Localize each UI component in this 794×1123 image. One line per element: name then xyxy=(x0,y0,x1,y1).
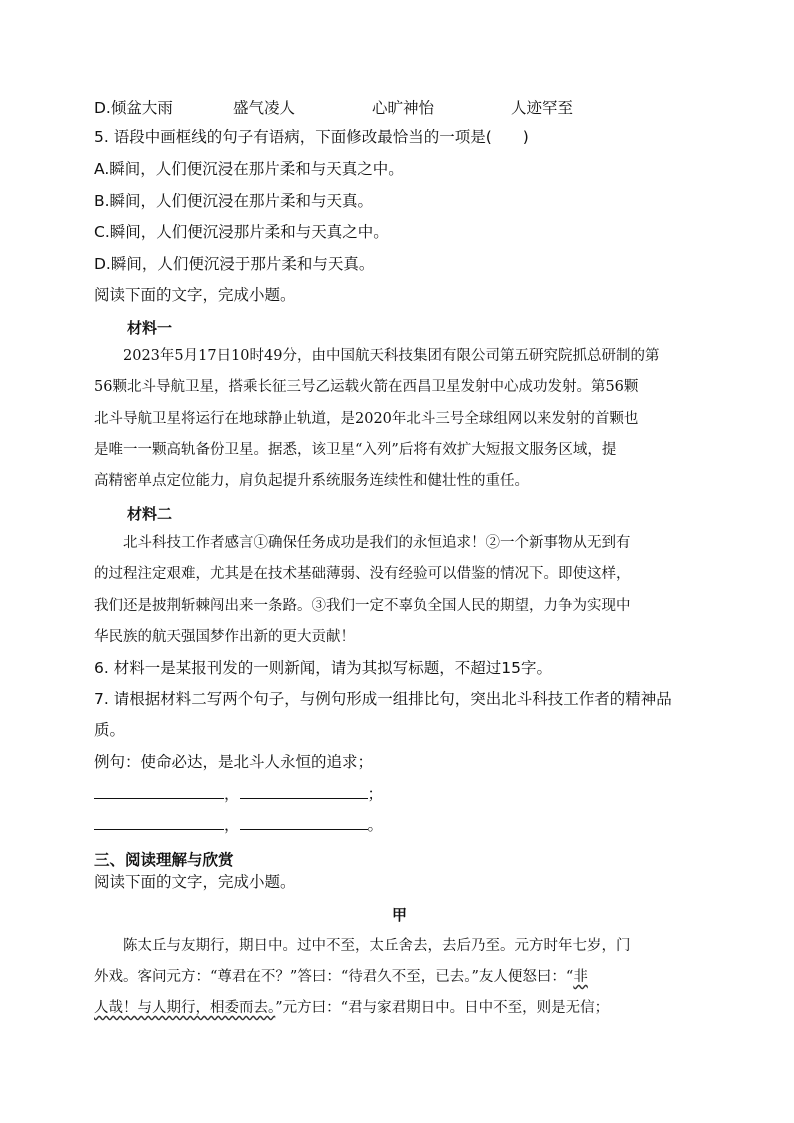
section-3-title: 三、阅读理解与欣赏 xyxy=(94,851,234,869)
section-3-instruction: 阅读下面的文字，完成小题。 xyxy=(94,873,296,891)
material1-title: 材料一 xyxy=(127,319,173,337)
material1-line: 是唯一一颗高轨备份卫星。据悉，该卫星“入列”后将有效扩大短报文服务区域，提 xyxy=(94,442,617,458)
comma: ， xyxy=(224,785,240,803)
answer-blank[interactable] xyxy=(240,784,368,799)
classical-text-line xyxy=(94,967,690,987)
classical-text-line: 陈太丘与友期行，期日中。过中不至，太丘舍去，去后乃至。元方时年七岁，门 xyxy=(94,938,631,954)
q6-stem: 6. 材料一是某报刊发的一则新闻，请为其拟写标题，不超过15字。 xyxy=(94,659,552,677)
q5-option-d: D.瞬间，人们便沉浸于那片柔和与天真。 xyxy=(94,255,375,273)
wavy-underlined-text: 非 xyxy=(573,969,588,985)
q4-option-d-label: D.倾盆大雨 xyxy=(94,99,173,117)
q4-option-d-word-2: 盛气凌人 xyxy=(233,99,296,117)
reading-instruction: 阅读下面的文字，完成小题。 xyxy=(94,286,296,304)
q5-option-b: B.瞬间，人们便沉浸在那片柔和与天真。 xyxy=(94,192,374,210)
material2-title: 材料二 xyxy=(127,505,173,523)
answer-blank[interactable] xyxy=(94,784,224,799)
material1-line: 高精密单点定位能力，肩负起提升系统服务连续性和健壮性的重任。 xyxy=(94,473,529,489)
material1-line: 北斗导航卫星将运行在地球静止轨道，是2020年北斗三号全球组网以来发射的首颗也 xyxy=(94,411,639,427)
q7-stem-line1: 7. 请根据材料二写两个句子，与例句形成一组排比句，突出北斗科技工作者的精神品 xyxy=(94,690,672,708)
q5-option-a: A.瞬间，人们便沉浸在那片柔和与天真之中。 xyxy=(94,160,404,178)
semicolon: ； xyxy=(367,785,384,803)
wavy-underlined-text: 人哉！与人期行，相委而去。 xyxy=(94,1000,276,1016)
classical-text-segment: 外戏。客问元方：“尊君在不？”答曰：“待君久不至，已去。”友人便怒曰：“ xyxy=(94,969,574,985)
material2-line: 北斗科技工作者感言①确保任务成功是我们的永恒追求！②一个新事物从无到有 xyxy=(94,535,631,551)
q4-option-d-word-4: 人迹罕至 xyxy=(511,99,574,117)
q7-example: 例句：使命必达，是北斗人永恒的追求； xyxy=(94,753,374,771)
q7-answer-row-1 xyxy=(94,784,383,804)
period: 。 xyxy=(367,816,384,834)
comma: ， xyxy=(224,816,240,834)
q5-stem: 5. 语段中画框线的句子有语病，下面修改最恰当的一项是( ) xyxy=(94,128,529,146)
text-jia-title: 甲 xyxy=(392,906,408,924)
classical-text-segment: ”元方曰：“君与家君期日中。日中不至，则是无信； xyxy=(275,1000,610,1016)
q7-answer-row-2 xyxy=(94,815,383,835)
material2-line: 我们还是披荆斩棘闯出来一条路。③我们一定不辜负全国人民的期望，力争为实现中 xyxy=(94,598,631,614)
material1-line: 56颗北斗导航卫星，搭乘长征三号乙运载火箭在西昌卫星发射中心成功发射。第56颗 xyxy=(94,379,639,395)
answer-blank[interactable] xyxy=(240,815,368,830)
material1-line: 2023年5月17日10时49分，由中国航天科技集团有限公司第五研究院抓总研制的第 xyxy=(94,348,660,364)
answer-blank[interactable] xyxy=(94,815,224,830)
q7-stem-line2: 质。 xyxy=(94,721,126,739)
q5-option-c: C.瞬间，人们便沉浸那片柔和与天真之中。 xyxy=(94,223,389,241)
material2-line: 的过程注定艰难，尤其是在技术基础薄弱、没有经验可以借鉴的情况下。即使这样， xyxy=(94,566,631,582)
classical-text-line xyxy=(94,998,690,1018)
q4-option-d-word-3: 心旷神怡 xyxy=(372,99,435,117)
material2-line: 华民族的航天强国梦作出新的更大贡献！ xyxy=(94,629,355,645)
